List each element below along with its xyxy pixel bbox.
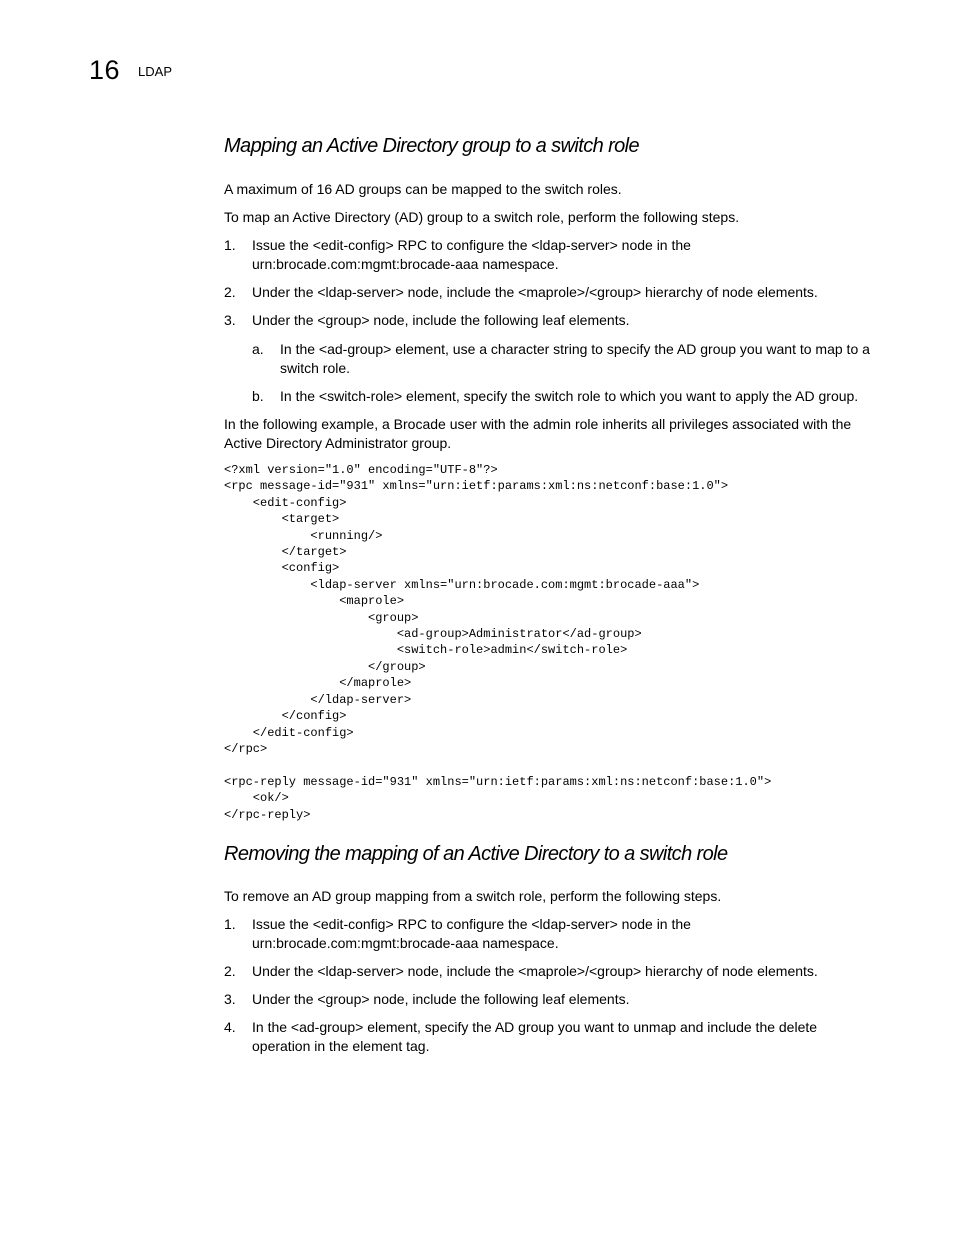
- paragraph-map-intro: To map an Active Directory (AD) group to a switch role, perform the following steps.: [224, 209, 740, 225]
- chapter-number: 16: [89, 55, 121, 85]
- substep-text: In the <ad-group> element, use a character string to specify the AD group you want to map to a switch role.: [280, 341, 870, 376]
- page-content: [224, 132, 874, 1056]
- step-number: 3.: [224, 990, 236, 1007]
- section-heading-mapping: Mapping an Active Directory group to a switch role: [224, 135, 640, 157]
- list-item: [224, 387, 874, 406]
- code-example: <?xml version="1.0" encoding="UTF-8"?> <rpc message-id="931" xmlns="urn:ietf:params:xml:ns:netconf:base:1.0"> <edit-config> <target> <running/> </target> <config> <ldap-server xmlns="urn:brocade.com:mgmt:brocade-aaa"> <maprole> <group> <ad-group>Administrator</ad-group> <switch-role>admin</switch-role> </group> </maprole> </ldap-server> </config> </edit-config> </rpc> <rpc-reply message-id="931" xmlns="urn:ietf:params:xml:ns:netconf:base:1.0"> <ok/> </rpc-reply>: [224, 463, 772, 822]
- step-number: 2.: [224, 284, 236, 300]
- list-item: [224, 340, 874, 378]
- step-number: 3.: [224, 312, 236, 328]
- page-header: [89, 55, 172, 86]
- list-item: [224, 990, 874, 1009]
- step-text: Under the <group> node, include the following leaf elements.: [252, 312, 630, 328]
- step-text: Under the <ldap-server> node, include the <maprole>/<group> hierarchy of node elements.: [252, 284, 818, 300]
- list-item: [224, 236, 874, 274]
- step-number: 2.: [224, 962, 236, 979]
- step-text: In the <ad-group> element, specify the AD group you want to unmap and include the delete operation in the element tag.: [252, 1018, 818, 1054]
- step-text: Issue the <edit-config> RPC to configure the <ldap-server> node in the urn:brocade.com:mgmt:brocade-aaa namespace.: [252, 915, 691, 951]
- substep-letter: b.: [252, 388, 264, 404]
- list-item: [224, 283, 874, 302]
- list-item: [224, 1018, 874, 1056]
- paragraph-remove-intro: To remove an AD group mapping from a switch role, perform the following steps.: [224, 887, 722, 904]
- mapping-steps-list: [224, 236, 874, 330]
- substep-letter: a.: [252, 341, 264, 357]
- step-text: Under the <group> node, include the following leaf elements.: [252, 990, 630, 1007]
- step-number: 1.: [224, 915, 236, 932]
- removing-steps-list: [224, 915, 874, 1056]
- list-item: [224, 311, 874, 330]
- mapping-substeps-list: [224, 340, 874, 406]
- list-item: [224, 962, 874, 981]
- step-text: Issue the <edit-config> RPC to configure the <ldap-server> node in the urn:brocade.com:mgmt:brocade-aaa namespace.: [252, 237, 691, 272]
- list-item: [224, 915, 874, 953]
- paragraph-example-intro: In the following example, a Brocade user with the admin role inherits all privileges associated with the Active Directory Administrator group.: [224, 416, 852, 451]
- step-number: 1.: [224, 237, 236, 253]
- paragraph-max-groups: A maximum of 16 AD groups can be mapped to the switch roles.: [224, 181, 622, 197]
- chapter-title: LDAP: [138, 64, 173, 79]
- section-heading-removing: Removing the mapping of an Active Directory to a switch role: [224, 842, 728, 865]
- substep-text: In the <switch-role> element, specify the switch role to which you want to apply the AD group.: [280, 388, 859, 404]
- step-number: 4.: [224, 1018, 236, 1035]
- step-text: Under the <ldap-server> node, include the <maprole>/<group> hierarchy of node elements.: [252, 962, 818, 979]
